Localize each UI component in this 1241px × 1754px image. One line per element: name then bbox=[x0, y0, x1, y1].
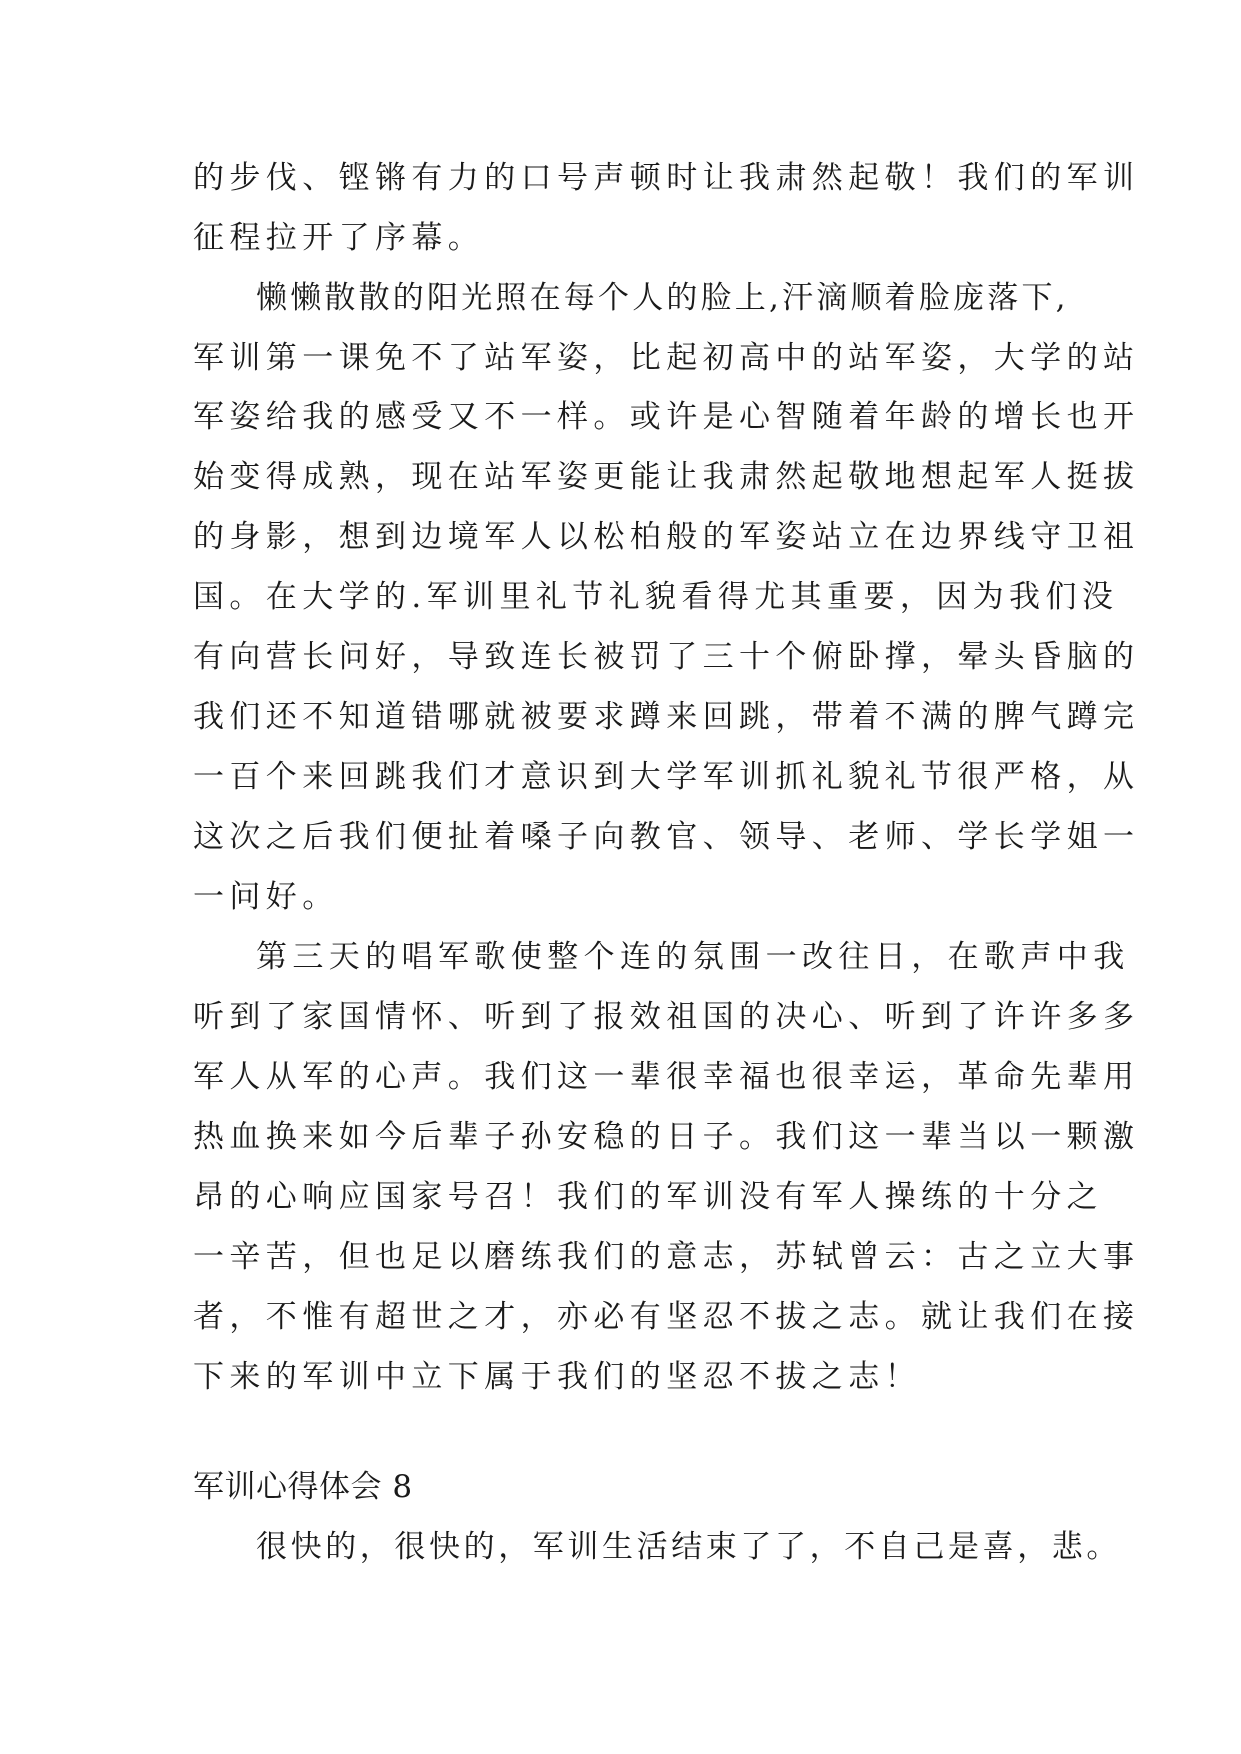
paragraph-2-line-3: 军姿给我的感受又不一样。或许是心智随着年龄的增长也开 bbox=[193, 399, 1140, 435]
paragraph-3-line-1: 第三天的唱军歌使整个连的氛围一改往日，在歌声中我 bbox=[256, 939, 1130, 975]
paragraph-3-line-8: 下来的军训中立下属于我们的坚忍不拔之志！ bbox=[193, 1359, 921, 1395]
paragraph-2-line-9: 一百个来回跳我们才意识到大学军训抓礼貌礼节很严格，从 bbox=[193, 759, 1140, 795]
paragraph-2-line-2: 军训第一课免不了站军姿，比起初高中的站军姿，大学的站 bbox=[193, 340, 1140, 376]
paragraph-2-line-7: 有向营长问好，导致连长被罚了三十个俯卧撑，晕头昏脑的 bbox=[193, 639, 1140, 675]
paragraph-2-line-6: 国。在大学的.军训里礼节礼貌看得尤其重要，因为我们没 bbox=[193, 579, 1119, 615]
paragraph-3-line-4: 热血换来如今后辈子孙安稳的日子。我们这一辈当以一颗激 bbox=[193, 1119, 1140, 1155]
paragraph-1-line-1: 的步伐、铿锵有力的口号声顿时让我肃然起敬！我们的军训 bbox=[193, 160, 1140, 196]
paragraph-2-line-4: 始变得成熟，现在站军姿更能让我肃然起敬地想起军人挺拔 bbox=[193, 459, 1140, 495]
paragraph-2-line-1: 懒懒散散的阳光照在每个人的脸上,汗滴顺着脸庞落下, bbox=[256, 280, 1069, 316]
paragraph-4-line-1: 很快的，很快的，军训生活结束了了，不自己是喜，悲。 bbox=[256, 1529, 1121, 1565]
paragraph-2-line-10: 这次之后我们便扯着嗓子向教官、领导、老师、学长学姐一 bbox=[193, 819, 1140, 855]
paragraph-3-line-6: 一辛苦，但也足以磨练我们的意志，苏轼曾云：古之立大事 bbox=[193, 1239, 1140, 1275]
section-heading: 军训心得体会 8 bbox=[193, 1469, 413, 1505]
paragraph-3-line-5: 昂的心响应国家号召！我们的军训没有军人操练的十分之 bbox=[193, 1179, 1103, 1215]
paragraph-3-line-3: 军人从军的心声。我们这一辈很幸福也很幸运，革命先辈用 bbox=[193, 1059, 1140, 1095]
paragraph-2-line-8: 我们还不知道错哪就被要求蹲来回跳，带着不满的脾气蹲完 bbox=[193, 699, 1140, 735]
paragraph-3-line-2: 听到了家国情怀、听到了报效祖国的决心、听到了许许多多 bbox=[193, 999, 1140, 1035]
paragraph-2-line-11: 一问好。 bbox=[193, 879, 339, 915]
paragraph-1-line-2: 征程拉开了序幕。 bbox=[193, 220, 485, 256]
paragraph-2-line-5: 的身影，想到边境军人以松柏般的军姿站立在边界线守卫祖 bbox=[193, 519, 1140, 555]
paragraph-3-line-7: 者，不惟有超世之才，亦必有坚忍不拔之志。就让我们在接 bbox=[193, 1299, 1140, 1335]
